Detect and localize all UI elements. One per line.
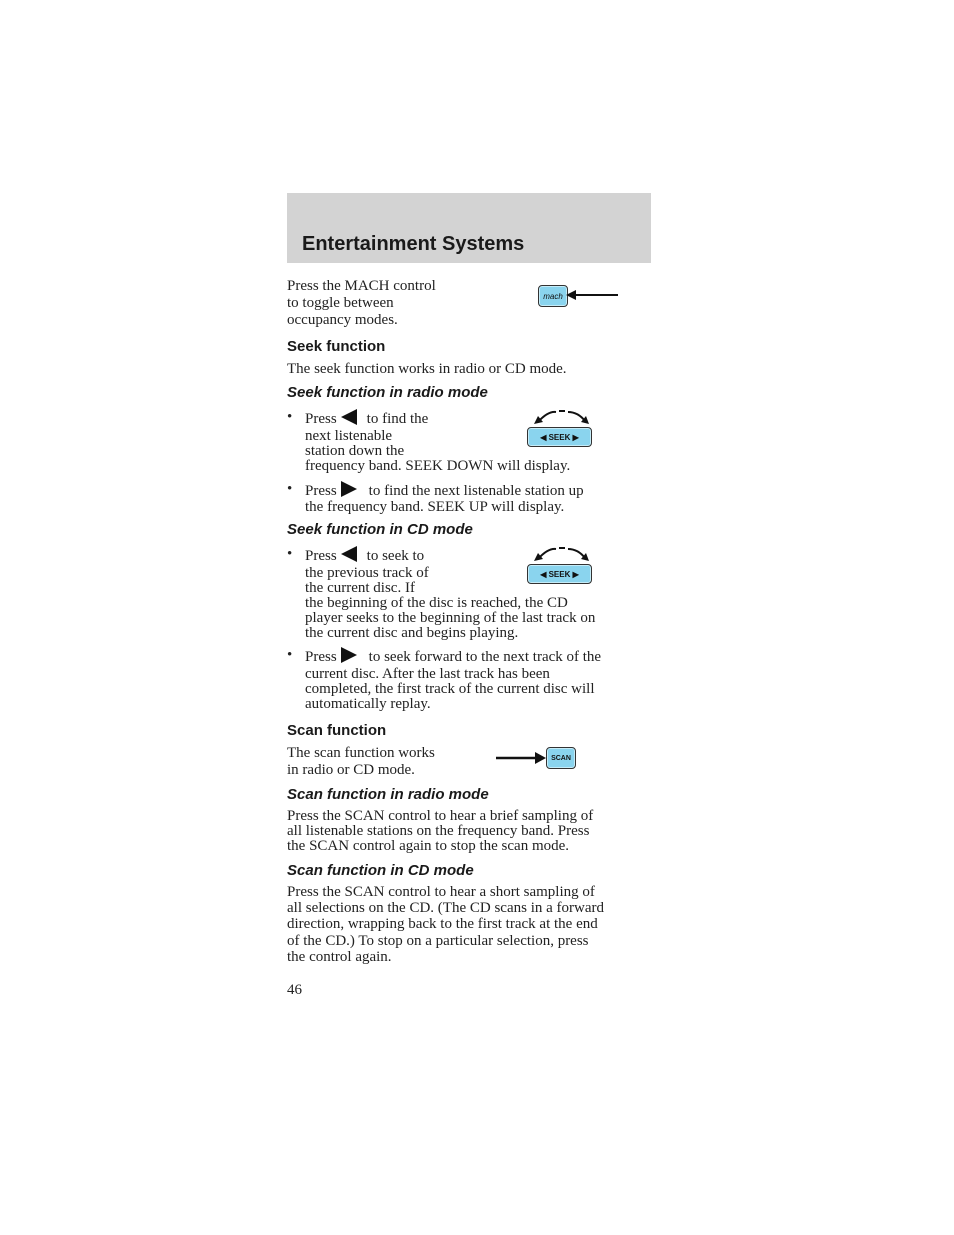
scan-radio-text (287, 809, 651, 854)
seek-left-icon (341, 546, 357, 562)
bullet-text: the current disc and begins playing. (305, 625, 519, 641)
seek-radio-heading: Seek function in radio mode (287, 384, 488, 401)
bullet-dot: • (287, 546, 293, 562)
bullet-text: the current disc. If (305, 580, 415, 596)
mach-arrow-icon (566, 287, 621, 303)
seek-button-label: SEEK (548, 569, 571, 579)
paragraph-line: Press the SCAN control to hear a brief sampling of (287, 808, 594, 824)
bullet-text: to find the (366, 411, 429, 427)
scan-intro-line: The scan function works (287, 745, 435, 761)
bullet-text: to seek forward to the next track of the (368, 649, 602, 665)
bullet-text: the beginning of the disc is reached, the CD (305, 595, 568, 611)
scan-radio-heading: Scan function in radio mode (287, 786, 489, 803)
paragraph-line: Press the SCAN control to hear a short sampling of (287, 884, 595, 900)
bullet-text: automatically replay. (305, 696, 431, 712)
bullet-text: the previous track of (305, 565, 429, 581)
bullet-dot: • (287, 481, 293, 497)
seek-arc-arrows-icon (534, 409, 590, 425)
bullet-text: to seek to (366, 548, 425, 564)
scan-intro-line: in radio or CD mode. (287, 762, 415, 778)
bullet-dot: • (287, 647, 293, 663)
bullet-text: completed, the first track of the current disc will (305, 681, 595, 697)
bullet-text: next listenable (305, 428, 393, 444)
bullet-text: current disc. After the last track has been (305, 666, 550, 682)
paragraph-line: the SCAN control again to stop the scan mode. (287, 838, 570, 854)
bullet-text: to find the next listenable station up (368, 483, 584, 499)
scan-arrow-icon (496, 751, 546, 765)
paragraph-line: all selections on the CD. (The CD scans in a forward (287, 900, 604, 916)
seek-radio-bullet-2 (305, 481, 650, 515)
mach-text-line: to toggle between (287, 295, 394, 311)
seek-button[interactable] (527, 427, 592, 447)
bullet-dot: • (287, 409, 293, 425)
paragraph-line: all listenable stations on the frequency band. Press (287, 823, 590, 839)
seek-cd-bullet-2 (305, 647, 655, 712)
seek-right-icon (341, 481, 357, 497)
seek-right-small-icon: ▶ (570, 569, 579, 579)
paragraph-line: direction, wrapping back to the first track at the end (287, 916, 598, 932)
bullet-text: station down the (305, 443, 405, 459)
mach-text (287, 278, 436, 328)
bullet-text: frequency band. SEEK DOWN will display. (305, 458, 571, 474)
mach-text-line: Press the MACH control (287, 278, 436, 294)
seek-button[interactable] (527, 564, 592, 584)
scan-cd-heading: Scan function in CD mode (287, 862, 474, 879)
seek-intro: The seek function works in radio or CD mode. (287, 361, 567, 377)
scan-heading: Scan function (287, 722, 387, 739)
bullet-text: the frequency band. SEEK UP will display. (305, 499, 565, 515)
section-title: Entertainment Systems (302, 233, 525, 255)
seek-heading: Seek function (287, 338, 386, 355)
scan-intro (287, 745, 435, 778)
seek-right-icon (341, 647, 357, 663)
press-word: Press (305, 548, 337, 564)
seek-arc-arrows-icon (534, 546, 590, 562)
mach-text-line: occupancy modes. (287, 312, 398, 328)
seek-cd-bullet-1 (305, 546, 650, 641)
press-word: Press (305, 649, 337, 665)
press-word: Press (305, 411, 337, 427)
paragraph-line: the control again. (287, 949, 392, 965)
seek-left-small-icon: ◀ (540, 569, 549, 579)
seek-left-icon (341, 409, 357, 425)
page-number: 46 (287, 982, 302, 998)
press-word: Press (305, 483, 337, 499)
mach-button[interactable]: mach (538, 285, 568, 307)
seek-cd-heading: Seek function in CD mode (287, 521, 473, 538)
paragraph-line: of the CD.) To stop on a particular selection, press (287, 933, 589, 949)
seek-right-small-icon: ▶ (570, 432, 579, 442)
seek-radio-bullet-1 (305, 409, 650, 474)
seek-button-label: SEEK (548, 432, 571, 442)
seek-left-small-icon: ◀ (540, 432, 549, 442)
scan-button[interactable]: SCAN (546, 747, 576, 769)
scan-cd-text (287, 884, 657, 965)
bullet-text: player seeks to the beginning of the last track on (305, 610, 596, 626)
